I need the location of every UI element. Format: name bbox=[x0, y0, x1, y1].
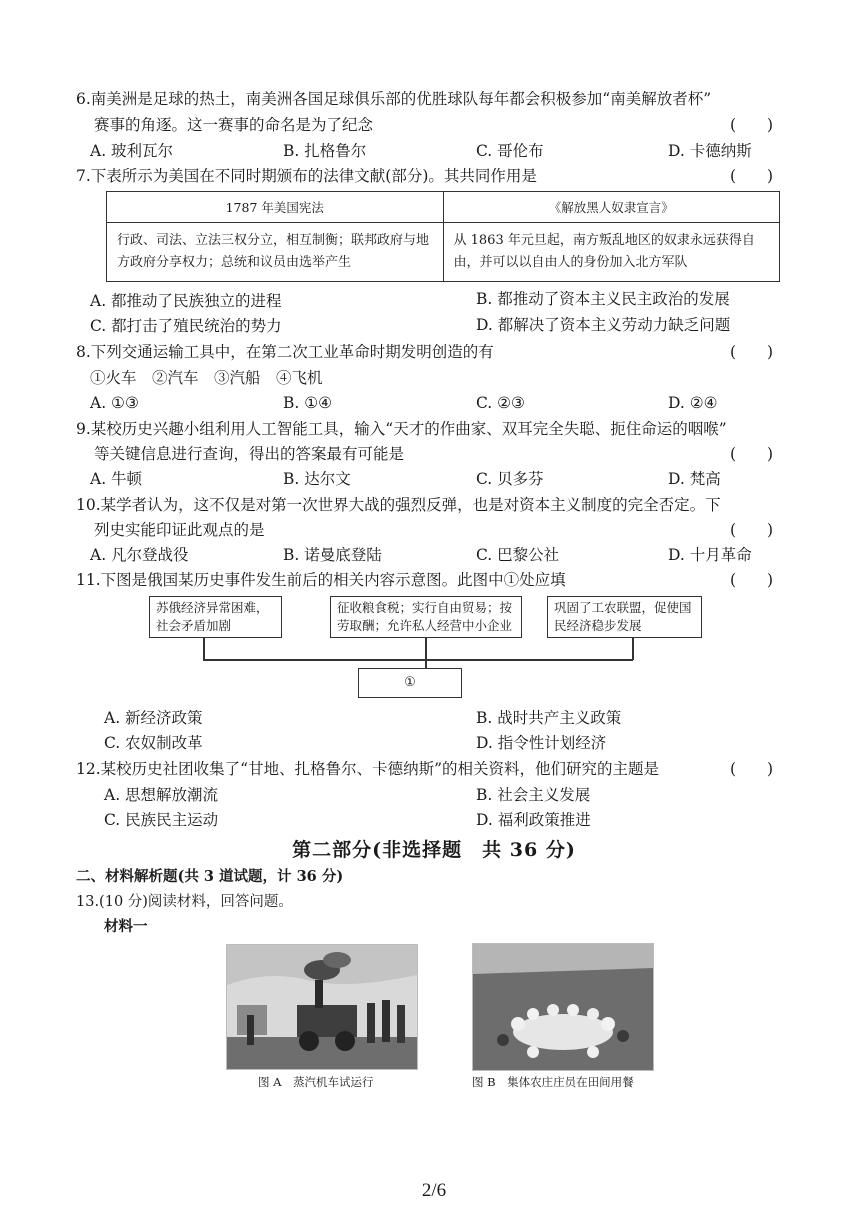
q12-stem: 12.某校历史社团收集了“甘地、扎格鲁尔、卡德纳斯”的相关资料，他们研究的主题是 bbox=[76, 760, 660, 778]
q10-option-c[interactable]: C. 巴黎公社 bbox=[476, 546, 560, 564]
q13-material-label: 材料一 bbox=[104, 918, 148, 935]
q6-option-d[interactable]: D. 卡德纳斯 bbox=[668, 142, 752, 160]
q11-box-result: 巩固了工农联盟，促使国民经济稳步发展 bbox=[547, 596, 702, 638]
q7-answer-paren[interactable]: ( ) bbox=[730, 167, 774, 185]
locomotive-illustration bbox=[227, 945, 417, 1069]
q10-option-a[interactable]: A. 凡尔登战役 bbox=[90, 546, 189, 564]
q7-table-header-emancipation: 《解放黑人奴隶宣言》 bbox=[443, 192, 780, 223]
q12-answer-paren[interactable]: ( ) bbox=[730, 760, 774, 778]
q10-option-d[interactable]: D. 十月革命 bbox=[668, 546, 752, 564]
q8-option-a[interactable]: A. ①③ bbox=[90, 394, 139, 412]
collective-farm-illustration bbox=[473, 944, 653, 1070]
q9-option-a[interactable]: A. 牛顿 bbox=[90, 470, 143, 488]
q9-option-d[interactable]: D. 梵高 bbox=[668, 470, 721, 488]
q7-option-d[interactable]: D. 都解决了资本主义劳动力缺乏问题 bbox=[476, 316, 731, 334]
q11-answer-paren[interactable]: ( ) bbox=[730, 571, 774, 589]
q12-option-d[interactable]: D. 福利政策推进 bbox=[476, 811, 591, 829]
q11-option-d[interactable]: D. 指令性计划经济 bbox=[476, 734, 607, 752]
q6-option-c[interactable]: C. 哥伦布 bbox=[476, 142, 544, 160]
q9-option-b[interactable]: B. 达尔文 bbox=[283, 470, 351, 488]
q7-option-a[interactable]: A. 都推动了民族独立的进程 bbox=[90, 292, 282, 310]
q7-law-table bbox=[106, 191, 780, 282]
q11-box-center: ① bbox=[358, 668, 462, 698]
q6-option-b[interactable]: B. 扎格鲁尔 bbox=[283, 142, 367, 160]
figure-a-caption: 图 A 蒸汽机车试运行 bbox=[258, 1075, 374, 1089]
part2-section-heading: 二、材料解析题(共 3 道试题，计 36 分) bbox=[76, 868, 344, 885]
q10-stem-line1: 10.某学者认为，这不仅是对第一次世界大战的强烈反弹，也是对资本主义制度的完全否定。下 bbox=[76, 496, 721, 514]
q8-stem: 8.下列交通运输工具中，在第二次工业革命时期发明创造的有 bbox=[76, 343, 494, 361]
q8-option-d[interactable]: D. ②④ bbox=[668, 394, 718, 412]
figure-b-collective-farm-photo bbox=[472, 943, 654, 1071]
q7-option-c[interactable]: C. 都打击了殖民统治的势力 bbox=[90, 317, 282, 335]
figure-b-caption: 图 B 集体农庄庄员在田间用餐 bbox=[472, 1075, 634, 1089]
q9-option-c[interactable]: C. 贝多芬 bbox=[476, 470, 544, 488]
q11-option-a[interactable]: A. 新经济政策 bbox=[104, 709, 203, 727]
q9-answer-paren[interactable]: ( ) bbox=[730, 445, 774, 463]
q7-table-cell-constitution: 行政、司法、立法三权分立，相互制衡；联邦政府与地方政府分享权力；总统和议员由选举产生 bbox=[107, 223, 444, 282]
q7-table-header-constitution: 1787 年美国宪法 bbox=[107, 192, 444, 223]
q9-stem-line1: 9.某校历史兴趣小组利用人工智能工具，输入“天才的作曲家、双耳完全失聪、扼住命运的咽喉” bbox=[76, 420, 727, 438]
q8-answer-paren[interactable]: ( ) bbox=[730, 343, 774, 361]
q10-stem-line2: 列史实能印证此观点的是 bbox=[94, 521, 265, 539]
q12-option-a[interactable]: A. 思想解放潮流 bbox=[104, 786, 219, 804]
q11-box-before: 苏俄经济异常困难，社会矛盾加剧 bbox=[149, 596, 282, 638]
q6-stem-line1: 6.南美洲是足球的热土，南美洲各国足球俱乐部的优胜球队每年都会积极参加“南美解放者杯” bbox=[76, 90, 712, 108]
part2-title: 第二部分(非选择题 共 36 分) bbox=[292, 839, 576, 861]
q11-box-policy: 征收粮食税；实行自由贸易；按劳取酬；允许私人经营中小企业 bbox=[330, 596, 522, 638]
q12-option-b[interactable]: B. 社会主义发展 bbox=[476, 786, 591, 804]
q7-table-cell-emancipation: 从 1863 年元旦起，南方叛乱地区的奴隶永远获得自由，并可以以自由人的身份加入北方军队 bbox=[443, 223, 780, 282]
q6-stem-line2: 赛事的角逐。这一赛事的命名是为了纪念 bbox=[94, 116, 374, 134]
q7-stem: 7.下表所示为美国在不同时期颁布的法律文献(部分)。其共同作用是 bbox=[76, 167, 537, 185]
q11-connector-horizontal bbox=[203, 659, 633, 661]
q11-option-c[interactable]: C. 农奴制改革 bbox=[104, 734, 203, 752]
q6-answer-paren[interactable]: ( ) bbox=[730, 116, 774, 134]
q11-stem: 11.下图是俄国某历史事件发生前后的相关内容示意图。此图中①处应填 bbox=[76, 571, 566, 589]
q8-option-c[interactable]: C. ②③ bbox=[476, 394, 525, 412]
q11-option-b[interactable]: B. 战时共产主义政策 bbox=[476, 709, 622, 727]
q13-stem: 13.(10 分)阅读材料，回答问题。 bbox=[76, 894, 293, 910]
figure-a-steam-locomotive-photo bbox=[226, 944, 418, 1070]
page-number: 2/6 bbox=[421, 1180, 447, 1201]
q11-connector-right bbox=[632, 638, 634, 660]
q11-connector-middle bbox=[425, 638, 427, 668]
q9-stem-line2: 等关键信息进行查询，得出的答案最有可能是 bbox=[94, 445, 405, 463]
q6-option-a[interactable]: A. 玻利瓦尔 bbox=[90, 142, 174, 160]
q12-option-c[interactable]: C. 民族民主运动 bbox=[104, 811, 219, 829]
q10-answer-paren[interactable]: ( ) bbox=[730, 521, 774, 539]
q11-connector-left bbox=[203, 638, 205, 660]
q7-option-b[interactable]: B. 都推动了资本主义民主政治的发展 bbox=[476, 290, 730, 308]
q10-option-b[interactable]: B. 诺曼底登陆 bbox=[283, 546, 382, 564]
q8-option-b[interactable]: B. ①④ bbox=[283, 394, 333, 412]
q8-items: ①火车 ②汽车 ③汽船 ④飞机 bbox=[90, 369, 323, 387]
